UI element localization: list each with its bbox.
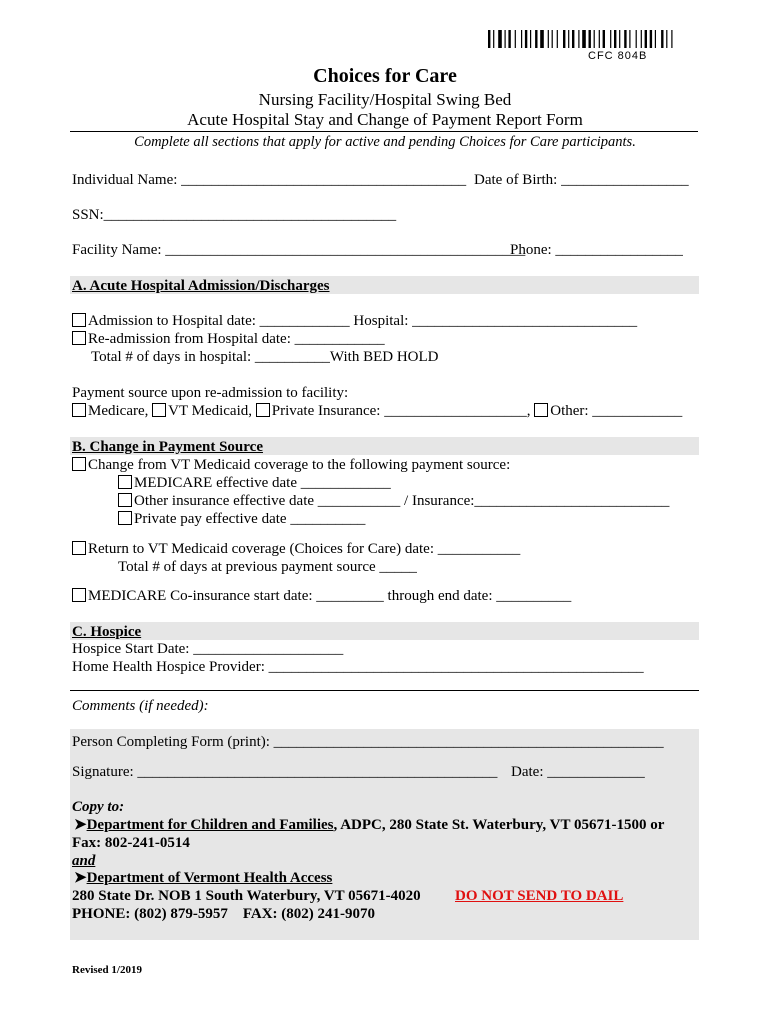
page-title: Choices for Care (313, 65, 457, 87)
signature-date-field[interactable]: Date: _____________ (511, 764, 645, 780)
dcf-name: Department for Children and Families (86, 817, 334, 833)
section-c-band (70, 622, 699, 640)
date-of-birth-field[interactable]: Date of Birth: _________________ (474, 172, 689, 188)
form-code: CFC 804B (588, 50, 648, 62)
dcf-line (74, 816, 664, 834)
total-prev-days[interactable]: Total # of days at previous payment source _____ (118, 559, 417, 575)
readmission-checkbox[interactable] (72, 331, 86, 345)
medicare-coins-label[interactable]: MEDICARE Co-insurance start date: _________ through end date: __________ (88, 588, 572, 604)
comments-label[interactable]: Comments (if needed): (72, 698, 209, 714)
dvha-line (74, 869, 332, 887)
return-vt-label[interactable]: Return to VT Medicaid coverage (Choices for Care) date: ___________ (88, 541, 521, 557)
ssn-field[interactable]: SSN:_______________________________________ (72, 207, 397, 223)
signature-field[interactable]: Signature: ________________________________________________ (72, 764, 498, 780)
comments-divider (70, 690, 699, 691)
phone-field[interactable]: Phone: _________________ (510, 242, 683, 258)
dcf-fax: Fax: 802-241-0514 (72, 835, 190, 851)
return-vt-checkbox[interactable] (72, 541, 86, 555)
dvha-phone: PHONE: (802) 879-5957 FAX: (802) 241-9070 (72, 906, 376, 922)
dcf-address: , ADPC, 280 State St. Waterbury, VT 05671-1500 or (333, 817, 665, 833)
other-insurance-label[interactable]: Other insurance effective date ___________ / Insurance:__________________________ (134, 493, 670, 509)
arrowhead-bullet-icon: ➤ (74, 817, 87, 833)
change-from-row (72, 456, 510, 474)
header-divider (70, 131, 698, 132)
vt-medicaid-label: VT Medicaid, (168, 403, 253, 419)
dvha-name: Department of Vermont Health Access (86, 870, 333, 886)
change-from-label: Change from VT Medicaid coverage to the following payment source: (88, 457, 511, 473)
subtitle-1: Nursing Facility/Hospital Swing Bed (258, 90, 512, 109)
private-pay-label[interactable]: Private pay effective date __________ (134, 511, 366, 527)
other-insurance-checkbox[interactable] (118, 493, 132, 507)
vt-medicaid-checkbox[interactable] (152, 403, 166, 417)
admission-checkbox[interactable] (72, 313, 86, 327)
medicare-checkbox[interactable] (72, 403, 86, 417)
arrowhead-bullet-icon: ➤ (74, 870, 87, 886)
medicare-coins-checkbox[interactable] (72, 588, 86, 602)
admission-label[interactable]: Admission to Hospital date: ____________ Hospital: ______________________________ (88, 313, 638, 329)
medicare-effective-row (118, 474, 391, 492)
instructions: Complete all sections that apply for active and pending Choices for Care participants. (134, 134, 636, 150)
hospice-provider[interactable]: Home Health Hospice Provider: __________________________________________________ (72, 659, 644, 675)
medicare-effective-label[interactable]: MEDICARE effective date ____________ (134, 475, 391, 491)
return-vt-row (72, 540, 520, 558)
readmission-label[interactable]: Re-admission from Hospital date: ____________ (88, 331, 385, 347)
private-insurance-label[interactable]: Private Insurance: ___________________, (271, 403, 531, 419)
hospice-start-date[interactable]: Hospice Start Date: ____________________ (72, 641, 344, 657)
medicare-effective-checkbox[interactable] (118, 475, 132, 489)
private-pay-checkbox[interactable] (118, 511, 132, 525)
individual-name-field[interactable]: Individual Name: ______________________________________ (72, 172, 467, 188)
other-checkbox[interactable] (534, 403, 548, 417)
barcode-image (488, 30, 730, 48)
private-insurance-checkbox[interactable] (256, 403, 270, 417)
total-days-hospital[interactable]: Total # of days in hospital: __________With BED HOLD (91, 349, 439, 365)
payment-source-row (72, 402, 682, 420)
other-label[interactable]: Other: ____________ (550, 403, 683, 419)
medicare-coins-row (72, 587, 571, 605)
readmission-row (72, 330, 385, 348)
do-not-send-warning: DO NOT SEND TO DAIL (455, 888, 624, 904)
payment-source-label: Payment source upon re-admission to facility: (72, 385, 349, 401)
copy-to-label: Copy to: (72, 799, 125, 815)
dvha-address: 280 State Dr. NOB 1 South Waterbury, VT 05671-4020 (72, 888, 421, 904)
admission-row (72, 312, 637, 330)
change-from-checkbox[interactable] (72, 457, 86, 471)
section-b-heading: B. Change in Payment Source (72, 439, 263, 455)
person-completing-field[interactable]: Person Completing Form (print): ____________________________________________________ (72, 734, 664, 750)
facility-name-field[interactable]: Facility Name: ________________________________________________ (72, 242, 526, 258)
section-a-heading: A. Acute Hospital Admission/Discharges (72, 278, 330, 294)
medicare-label: Medicare, (88, 403, 149, 419)
subtitle-2: Acute Hospital Stay and Change of Payment Report Form (187, 110, 583, 129)
revised-date: Revised 1/2019 (72, 964, 142, 976)
private-pay-row (118, 510, 365, 528)
section-c-heading: C. Hospice (72, 624, 142, 640)
and-label: and (72, 853, 96, 869)
other-insurance-row (118, 492, 669, 510)
